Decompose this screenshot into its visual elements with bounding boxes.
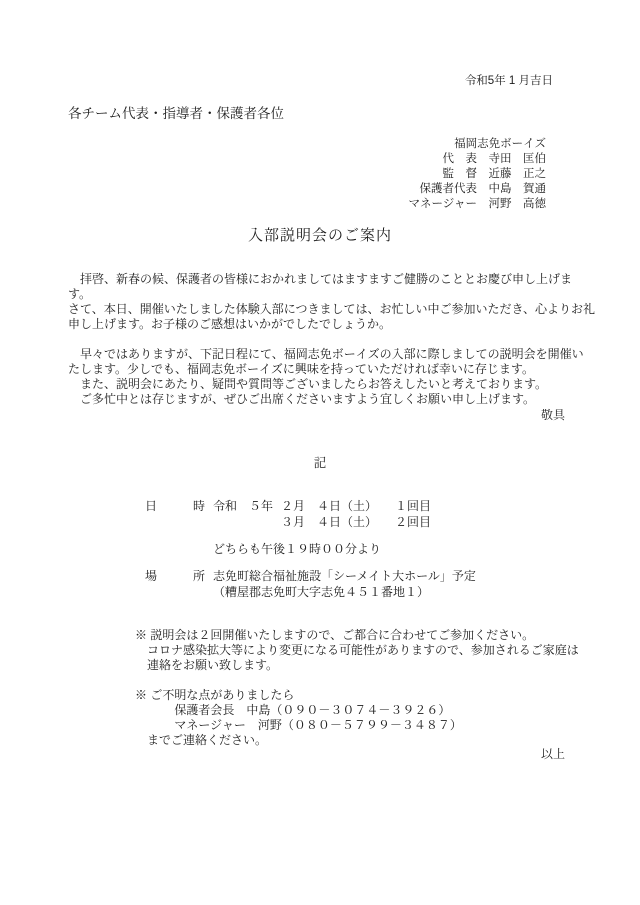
note-line: 連絡をお願い致します。 (135, 658, 279, 672)
note-line: ※ 説明会は２回開催いたしますので、ご都合に合わせてご参加ください。 (135, 628, 535, 642)
paragraph-line: たします。少しでも、福岡志免ボーイズに興味を持っていただければ幸いに存じます。 (68, 362, 534, 376)
closing-word: 敬具 (540, 408, 565, 422)
contact-parent-chair-phone: 保護者会長 中島（０９０－３０７４－３９２６） (135, 703, 451, 717)
place-name: 志免町総合福祉施設「シーメイト大ホール」予定 (213, 569, 476, 583)
date-line: 令和5年 1 月吉日 (464, 75, 553, 87)
sender-org: 福岡志免ボーイズ (454, 138, 546, 150)
paragraph-line: 拝啓、新春の候、保護者の皆様におかれましてはますますご健勝のこととお慶び申し上げま (68, 272, 573, 286)
paragraph-line: さて、本日、開催いたしました体験入部につきましては、お忙しい中ご参加いただき、心よりお礼 (68, 302, 596, 316)
paragraph-line: す。 (68, 287, 92, 301)
paragraph-line: 申し上げます。お子様のご感想はいかがでしたでしょうか。 (68, 317, 392, 331)
sender-role-representative: 代 表 寺田 匡伯 (442, 153, 546, 165)
place-lines (213, 569, 476, 600)
record-mark: 記 (313, 456, 327, 470)
note-contact (135, 688, 462, 748)
note-line: ※ ご不明な点がありましたら (135, 688, 295, 702)
note-line: コロナ感染拡大等により変更になる可能性がありますので、参加されるご家庭は (135, 643, 579, 657)
datetime-row (145, 499, 431, 530)
sender-role-manager: マネージャー 河野 高徳 (408, 198, 546, 210)
place-label: 場 所 (145, 569, 206, 583)
datetime-era: 令和 ５年 (213, 499, 274, 513)
greeting-paragraph (68, 272, 600, 332)
announcement-paragraph (68, 347, 600, 407)
note-schedule (135, 628, 579, 673)
datetime-session-1: ２月 ４日（土） １回目 (281, 499, 432, 513)
datetime-lines (281, 499, 431, 530)
time-note: どちらも午後１９時００分より (213, 542, 382, 556)
contact-manager-phone: マネージャー 河野（０８０－５７９９－３４８７） (135, 718, 462, 732)
addressee-line: 各チーム代表・指導者・保護者各位 (68, 106, 284, 121)
place-row (145, 569, 476, 600)
sender-role-parent-representative: 保護者代表 中島 賀通 (419, 183, 546, 195)
sender-role-coach: 監 督 近藤 正之 (442, 168, 546, 180)
note-line: までご連絡ください。 (135, 733, 268, 747)
datetime-session-2: ３月 ４日（土） ２回目 (281, 514, 432, 529)
place-address: （糟屋郡志免町大字志免４５１番地１） (213, 584, 430, 599)
paragraph-line: 早々ではありますが、下記日程にて、福岡志免ボーイズの入部に際しましての説明会を開催い (68, 347, 584, 361)
end-mark: 以上 (540, 747, 565, 761)
paragraph-line: ご多忙中とは存じますが、ぜひご出席くださいますよう宜しくお願い申し上げます。 (68, 392, 536, 406)
sender-block (408, 137, 546, 212)
datetime-label: 日 時 (145, 499, 206, 513)
document-title: 入部説明会のご案内 (247, 227, 392, 244)
paragraph-line: また、説明会にあたり、疑問や質問等ございましたらお答えしたいと考えております。 (68, 377, 548, 391)
